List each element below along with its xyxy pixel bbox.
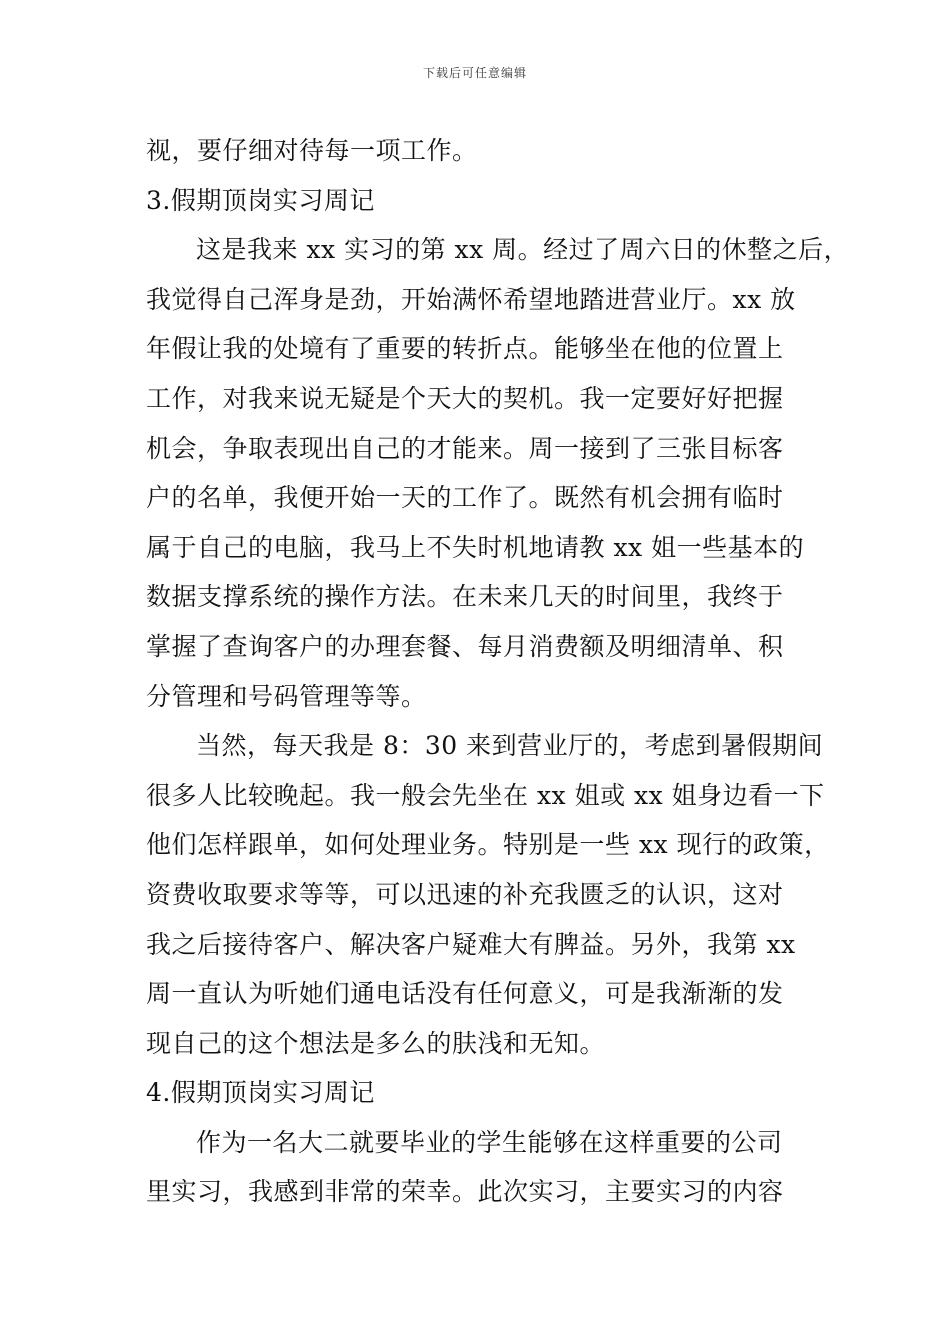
text-line: 机会，争取表现出自己的才能来。周一接到了三张目标客 xyxy=(146,433,784,463)
text-line: 我之后接待客户、解决客户疑难大有脾益。另外，我第 xx xyxy=(146,929,796,959)
text-line: 作为一名大二就要毕业的学生能够在这样重要的公司 xyxy=(196,1127,783,1157)
text-line: 周一直认为听她们通电话没有任何意义，可是我渐渐的发 xyxy=(146,979,784,1009)
text-line: 掌握了查询客户的办理套餐、每月消费额及明细清单、积 xyxy=(146,631,784,661)
text-line: 属于自己的电脑，我马上不失时机地请教 xx 姐一些基本的 xyxy=(146,532,805,562)
document-body xyxy=(146,126,850,1217)
text-line: 年假让我的处境有了重要的转折点。能够坐在他的位置上 xyxy=(146,334,784,364)
text-line: 3.假期顶岗实习周记 xyxy=(146,185,375,215)
text-line: 我觉得自己浑身是劲，开始满怀希望地踏进营业厅。xx 放 xyxy=(146,284,796,314)
text-line: 资费收取要求等等，可以迅速的补充我匮乏的认识，这对 xyxy=(146,879,784,909)
text-line: 现自己的这个想法是多么的肤浅和无知。 xyxy=(146,1028,606,1058)
text-line: 很多人比较晚起。我一般会先坐在 xx 姐或 xx 姐身边看一下 xyxy=(146,780,825,810)
text-line: 4.假期顶岗实习周记 xyxy=(146,1078,375,1108)
text-line: 分管理和号码管理等等。 xyxy=(146,681,427,711)
text-line: 他们怎样跟单，如何处理业务。特别是一些 xx 现行的政策， xyxy=(146,830,830,860)
text-line: 户的名单，我便开始一天的工作了。既然有机会拥有临时 xyxy=(146,483,784,513)
text-line: 视，要仔细对待每一项工作。 xyxy=(146,136,478,165)
text-line: 数据支撑系统的操作方法。在未来几天的时间里，我终于 xyxy=(146,582,784,612)
text-line: 这是我来 xx 实习的第 xx 周。经过了周六日的休整之后， xyxy=(196,235,850,265)
text-line: 里实习，我感到非常的荣幸。此次实习，主要实习的内容 xyxy=(146,1177,784,1207)
text-line: 当然，每天我是 8：30 来到营业厅的，考虑到暑假期间 xyxy=(196,731,824,761)
text-line: 工作，对我来说无疑是个天大的契机。我一定要好好把握 xyxy=(146,383,784,413)
page-header-note: 下载后可任意编辑 xyxy=(422,66,527,80)
